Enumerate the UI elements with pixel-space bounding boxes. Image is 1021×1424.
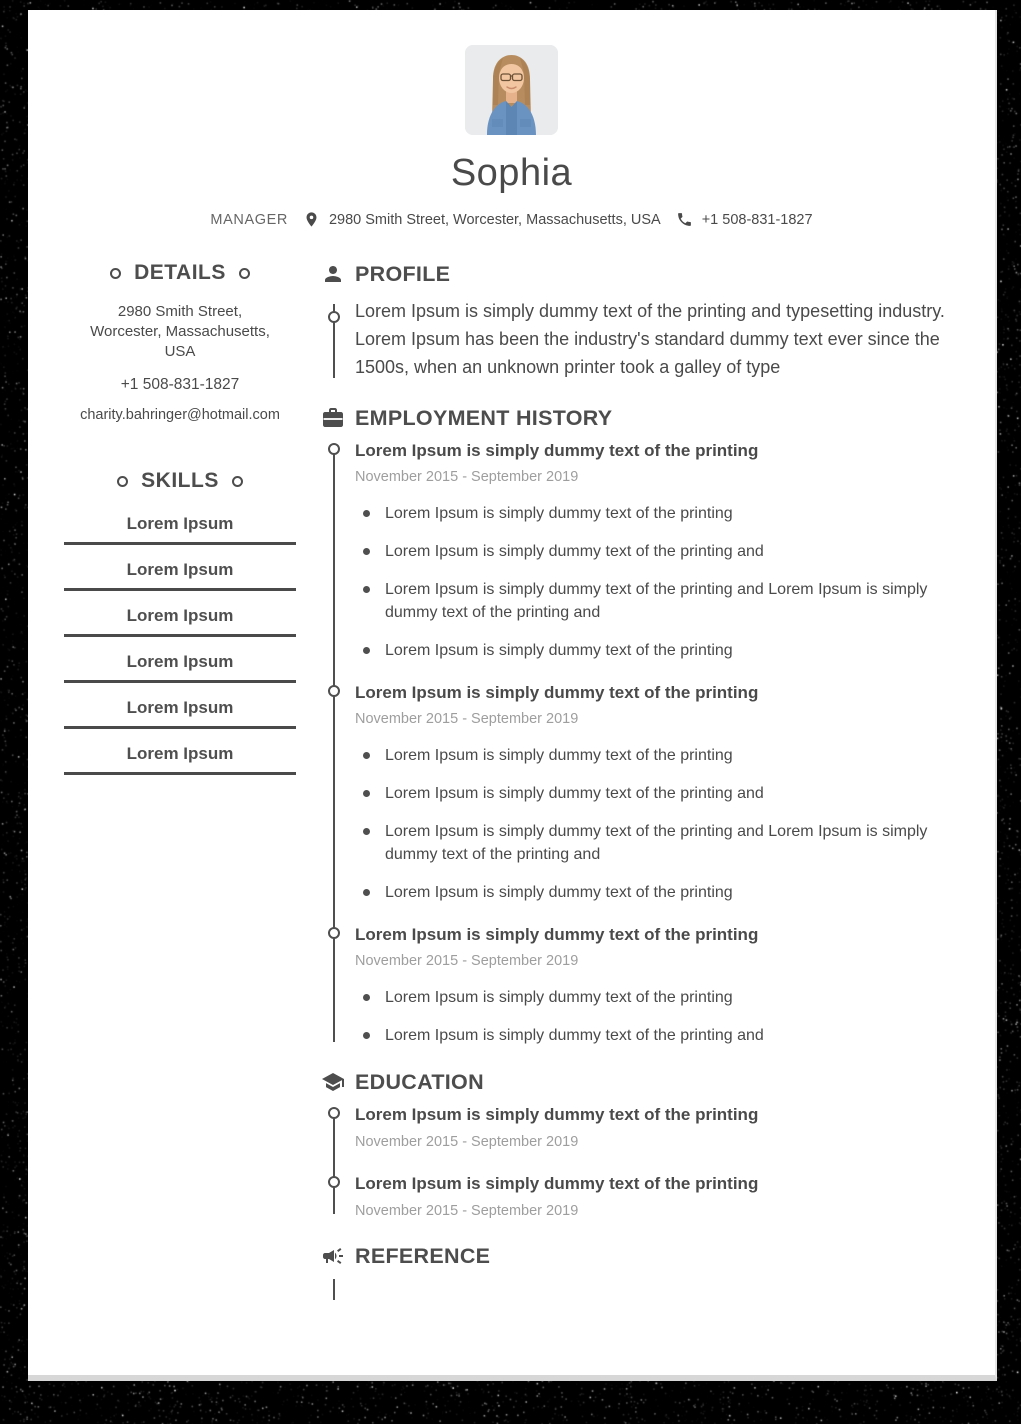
- reference-timeline: [320, 1275, 951, 1305]
- education-entry: [355, 1172, 951, 1219]
- job-bullet: Lorem Ipsum is simply dummy text of the printing and: [355, 540, 951, 563]
- job-bullet: Lorem Ipsum is simply dummy text of the printing and Lorem Ipsum is simply dummy text of the printing and: [355, 578, 951, 624]
- employment-title-text: EMPLOYMENT HISTORY: [355, 405, 613, 430]
- person-icon: [320, 261, 346, 287]
- skills-list: [64, 493, 296, 775]
- job-entry: [355, 923, 951, 1047]
- skills-section-title: [64, 469, 296, 493]
- employment-timeline: [320, 439, 951, 1047]
- details-section-title: [64, 261, 296, 285]
- timeline-dot: [328, 1176, 340, 1188]
- skill-item: Lorem Ipsum: [64, 545, 296, 591]
- job-bullet-list: [355, 744, 951, 904]
- megaphone-icon: [320, 1243, 346, 1269]
- job-entry: [355, 681, 951, 904]
- reference-section-title: [320, 1243, 951, 1269]
- job-bullet: Lorem Ipsum is simply dummy text of the printing: [355, 502, 951, 525]
- skill-item: Lorem Ipsum: [64, 493, 296, 545]
- profile-photo: [465, 45, 558, 135]
- phone-icon: [676, 211, 693, 228]
- reference-title-text: REFERENCE: [355, 1243, 491, 1268]
- details-title-text: DETAILS: [134, 261, 226, 284]
- details-address: [64, 302, 296, 362]
- header-phone: +1 508-831-1827: [701, 211, 813, 228]
- profile-section: [320, 261, 951, 383]
- job-bullet: Lorem Ipsum is simply dummy text of the printing and Lorem Ipsum is simply dummy text of the printing and: [355, 820, 951, 866]
- timeline-rail: [333, 446, 335, 1042]
- job-date: November 2015 - September 2019: [355, 953, 579, 969]
- job-bullet: Lorem Ipsum is simply dummy text of the printing: [355, 639, 951, 662]
- timeline-rail: [333, 1279, 335, 1300]
- skill-item: Lorem Ipsum: [64, 683, 296, 729]
- timeline-dot: [328, 927, 340, 939]
- skills-title-text: SKILLS: [141, 469, 219, 492]
- timeline-rail: [333, 1110, 335, 1214]
- job-bullet: Lorem Ipsum is simply dummy text of the printing: [355, 986, 951, 1009]
- job-entry: [355, 439, 951, 662]
- profile-title-text: PROFILE: [355, 261, 451, 286]
- job-bullet-list: [355, 502, 951, 662]
- reference-section: [320, 1243, 951, 1305]
- education-timeline: [320, 1103, 951, 1219]
- skill-item: Lorem Ipsum: [64, 637, 296, 683]
- education-section: [320, 1069, 951, 1219]
- graduation-cap-icon: [320, 1069, 346, 1095]
- details-email: charity.bahringer@hotmail.com: [80, 407, 280, 423]
- main-column: [320, 261, 951, 1305]
- skills-section: [64, 469, 296, 775]
- education-entry: [355, 1103, 951, 1150]
- job-bullet: Lorem Ipsum is simply dummy text of the printing: [355, 881, 951, 904]
- portrait-illustration: [465, 45, 558, 135]
- education-date: November 2015 - September 2019: [355, 1203, 579, 1219]
- address-line: 2980 Smith Street,: [117, 303, 243, 320]
- job-title: Lorem Ipsum is simply dummy text of the printing: [355, 683, 759, 702]
- job-bullet: Lorem Ipsum is simply dummy text of the printing: [355, 744, 951, 767]
- job-bullet: Lorem Ipsum is simply dummy text of the printing and: [355, 1024, 951, 1047]
- ring-icon: [110, 268, 121, 279]
- education-title: Lorem Ipsum is simply dummy text of the printing: [355, 1105, 759, 1124]
- job-date: November 2015 - September 2019: [355, 469, 579, 485]
- briefcase-icon: [320, 405, 346, 431]
- job-title: Lorem Ipsum is simply dummy text of the printing: [355, 441, 759, 460]
- header-address: 2980 Smith Street, Worcester, Massachusetts, USA: [328, 211, 661, 228]
- profile-section-title: [320, 261, 951, 287]
- person-name: Sophia: [450, 152, 573, 194]
- address-line: USA: [164, 343, 196, 360]
- skill-item: Lorem Ipsum: [64, 591, 296, 637]
- job-role-label: MANAGER: [210, 211, 288, 228]
- job-title: Lorem Ipsum is simply dummy text of the printing: [355, 925, 759, 944]
- ring-icon: [239, 268, 250, 279]
- timeline-dot: [328, 311, 340, 323]
- employment-section: [320, 405, 951, 1047]
- location-pin-icon: [303, 211, 320, 228]
- address-line: Worcester, Massachusetts,: [90, 323, 270, 340]
- job-bullet-list: [355, 986, 951, 1047]
- skill-item: Lorem Ipsum: [64, 729, 296, 775]
- sidebar: [64, 261, 296, 1305]
- ring-icon: [117, 476, 128, 487]
- profile-entry: [355, 297, 951, 383]
- details-phone: +1 508-831-1827: [120, 376, 240, 393]
- education-date: November 2015 - September 2019: [355, 1134, 579, 1150]
- profile-timeline: [320, 297, 951, 383]
- profile-text: Lorem Ipsum is simply dummy text of the printing and typesetting industry. Lorem Ipsum has been the industry's standard dummy text ever since the 1500s, when an unknown printer took a galley of type: [355, 301, 945, 377]
- content-columns: [28, 261, 995, 1305]
- header-meta-row: [28, 211, 995, 228]
- timeline-dot: [328, 443, 340, 455]
- resume-page: [28, 10, 997, 1381]
- ring-icon: [232, 476, 243, 487]
- education-title-text: EDUCATION: [355, 1069, 484, 1094]
- job-date: November 2015 - September 2019: [355, 711, 579, 727]
- timeline-dot: [328, 685, 340, 697]
- job-bullet: Lorem Ipsum is simply dummy text of the printing and: [355, 782, 951, 805]
- timeline-dot: [328, 1107, 340, 1119]
- employment-section-title: [320, 405, 951, 431]
- education-section-title: [320, 1069, 951, 1095]
- education-title: Lorem Ipsum is simply dummy text of the printing: [355, 1174, 759, 1193]
